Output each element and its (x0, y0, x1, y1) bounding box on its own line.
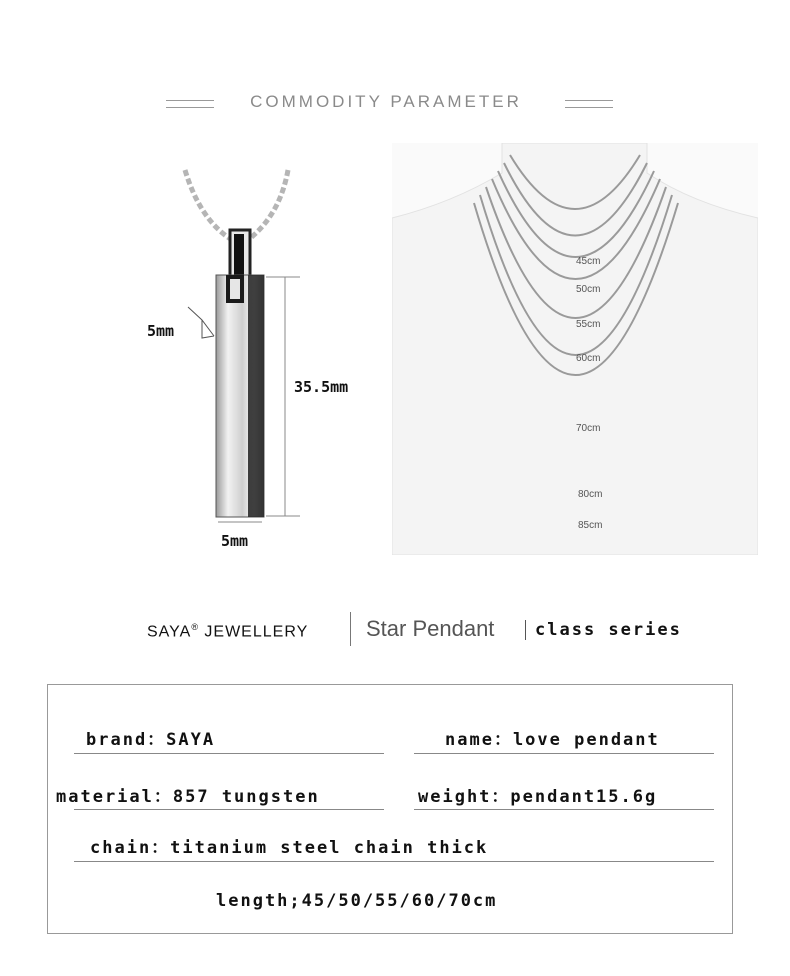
brand-name (147, 622, 308, 641)
chain-length-label: 85cm (578, 520, 603, 531)
section-heading (0, 90, 790, 118)
spec-divider (74, 809, 384, 810)
pendant-height-label: 35.5mm (294, 378, 349, 396)
spec-name: name：love pendant (445, 730, 660, 750)
brand-suffix: JEWELLERY (204, 623, 309, 641)
registered-mark: ® (191, 622, 199, 632)
spec-divider (414, 809, 714, 810)
spec-box (47, 684, 733, 934)
chain-length-label: 55cm (576, 319, 601, 330)
spec-length: length;45/50/55/60/70cm (216, 891, 498, 911)
chain-length-label: 70cm (576, 423, 601, 434)
spec-weight: weight：pendant15.6g (418, 787, 658, 807)
series-name: class series (535, 620, 682, 640)
product-name: Star Pendant (366, 616, 495, 641)
pendant-image (130, 160, 390, 560)
spec-chain: chain：titanium steel chain thick (90, 838, 489, 858)
section-title: COMMODITY PARAMETER (250, 92, 522, 111)
neck-svg (392, 143, 758, 555)
neck-length-image (392, 143, 758, 555)
spec-brand: brand：SAYA (86, 730, 216, 750)
brand-text: SAYA (147, 623, 192, 641)
pendant-bottom-width-label: 5mm (221, 532, 249, 550)
brand-divider (350, 612, 351, 646)
spec-divider (74, 753, 384, 754)
chain-length-label: 45cm (576, 256, 601, 267)
chain-length-label: 60cm (576, 353, 601, 364)
spec-divider (414, 753, 714, 754)
heading-right-rule (565, 100, 613, 108)
spec-material: material：857 tungsten (56, 787, 320, 807)
pendant-width-label: 5mm (147, 322, 175, 340)
spec-divider (74, 861, 714, 862)
chain-length-label: 50cm (576, 284, 601, 295)
chain-length-label: 80cm (578, 489, 603, 500)
series-divider (525, 620, 526, 640)
brand-line (0, 612, 790, 652)
